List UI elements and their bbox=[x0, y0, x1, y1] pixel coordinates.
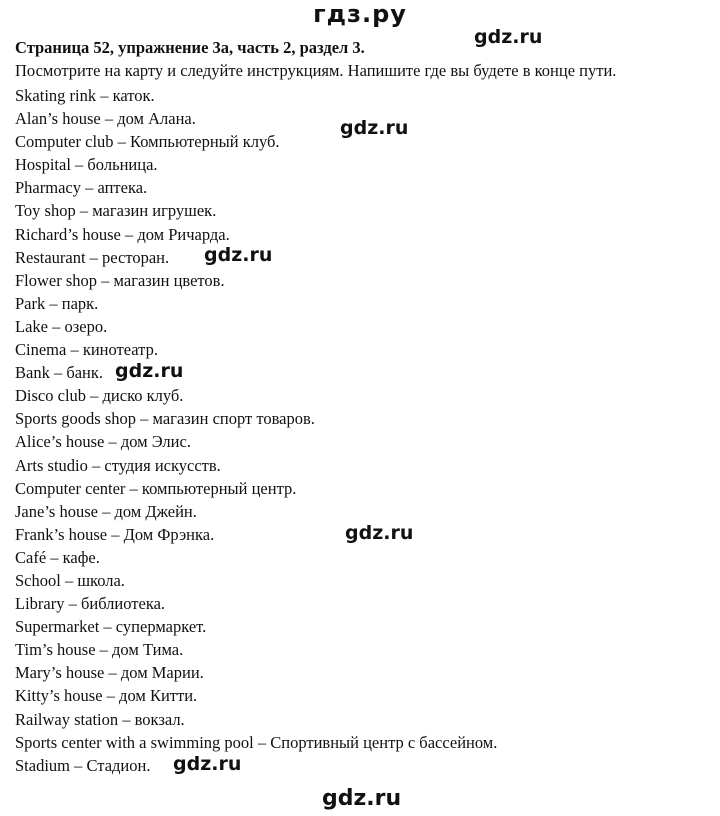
vocab-item: Sports goods shop – магазин спорт товаров. bbox=[15, 409, 315, 429]
watermark: gdz.ru bbox=[340, 117, 409, 139]
exercise-heading: Страница 52, упражнение 3a, часть 2, раздел 3. bbox=[15, 38, 365, 57]
vocab-item: Hospital – больница. bbox=[15, 155, 158, 175]
watermark: gdz.ru bbox=[204, 244, 273, 266]
vocab-item: Frank’s house – Дом Фрэнка. bbox=[15, 524, 215, 544]
vocab-item: Richard’s house – дом Ричарда. bbox=[15, 224, 230, 244]
site-title: гдз.ру bbox=[313, 0, 407, 28]
vocab-item: School – школа. bbox=[15, 570, 125, 590]
vocab-item: Café – кафе. bbox=[15, 547, 100, 567]
vocab-item: Disco club – диско клуб. bbox=[15, 386, 184, 406]
watermark: gdz.ru bbox=[474, 26, 543, 48]
vocab-item: Arts studio – студия искусств. bbox=[15, 455, 221, 475]
vocab-item: Mary’s house – дом Марии. bbox=[15, 663, 204, 683]
vocab-item: Railway station – вокзал. bbox=[15, 709, 185, 729]
vocab-item: Skating rink – каток. bbox=[15, 86, 155, 105]
vocab-item: Bank – банк. bbox=[15, 363, 104, 383]
vocab-item: Toy shop – магазин игрушек. bbox=[15, 201, 217, 221]
vocab-item: Stadium – Стадион. bbox=[15, 755, 151, 775]
vocab-item: Computer center – компьютерный центр. bbox=[15, 478, 297, 498]
vocab-item: Alice’s house – дом Элис. bbox=[15, 432, 191, 452]
vocab-item: Flower shop – магазин цветов. bbox=[15, 270, 225, 290]
watermark: gdz.ru bbox=[173, 753, 242, 775]
vocab-item: Sports center with a swimming pool – Спортивный центр с бассейном. bbox=[15, 732, 498, 752]
watermark: gdz.ru bbox=[115, 360, 184, 382]
vocab-item: Computer club – Компьютерный клуб. bbox=[15, 132, 280, 152]
vocabulary-list bbox=[15, 84, 497, 777]
vocab-item: Library – библиотека. bbox=[15, 594, 166, 614]
vocab-item: Supermarket – супермаркет. bbox=[15, 617, 207, 637]
vocab-item: Jane’s house – дом Джейн. bbox=[15, 501, 197, 521]
vocab-item: Lake – озеро. bbox=[15, 316, 108, 336]
vocab-item: Cinema – кинотеатр. bbox=[15, 340, 158, 360]
exercise-instruction: Посмотрите на карту и следуйте инструкциям. Напишите где вы будете в конце пути. bbox=[15, 61, 617, 80]
watermark: gdz.ru bbox=[345, 522, 414, 544]
vocab-item: Pharmacy – аптека. bbox=[15, 178, 148, 198]
vocab-item: Tim’s house – дом Тима. bbox=[15, 640, 184, 660]
vocab-item: Kitty’s house – дом Китти. bbox=[15, 686, 198, 706]
vocab-item: Alan’s house – дом Алана. bbox=[15, 109, 196, 129]
vocab-item: Park – парк. bbox=[15, 293, 99, 313]
vocab-item: Restaurant – ресторан. bbox=[15, 247, 170, 267]
watermark: gdz.ru bbox=[322, 786, 402, 811]
